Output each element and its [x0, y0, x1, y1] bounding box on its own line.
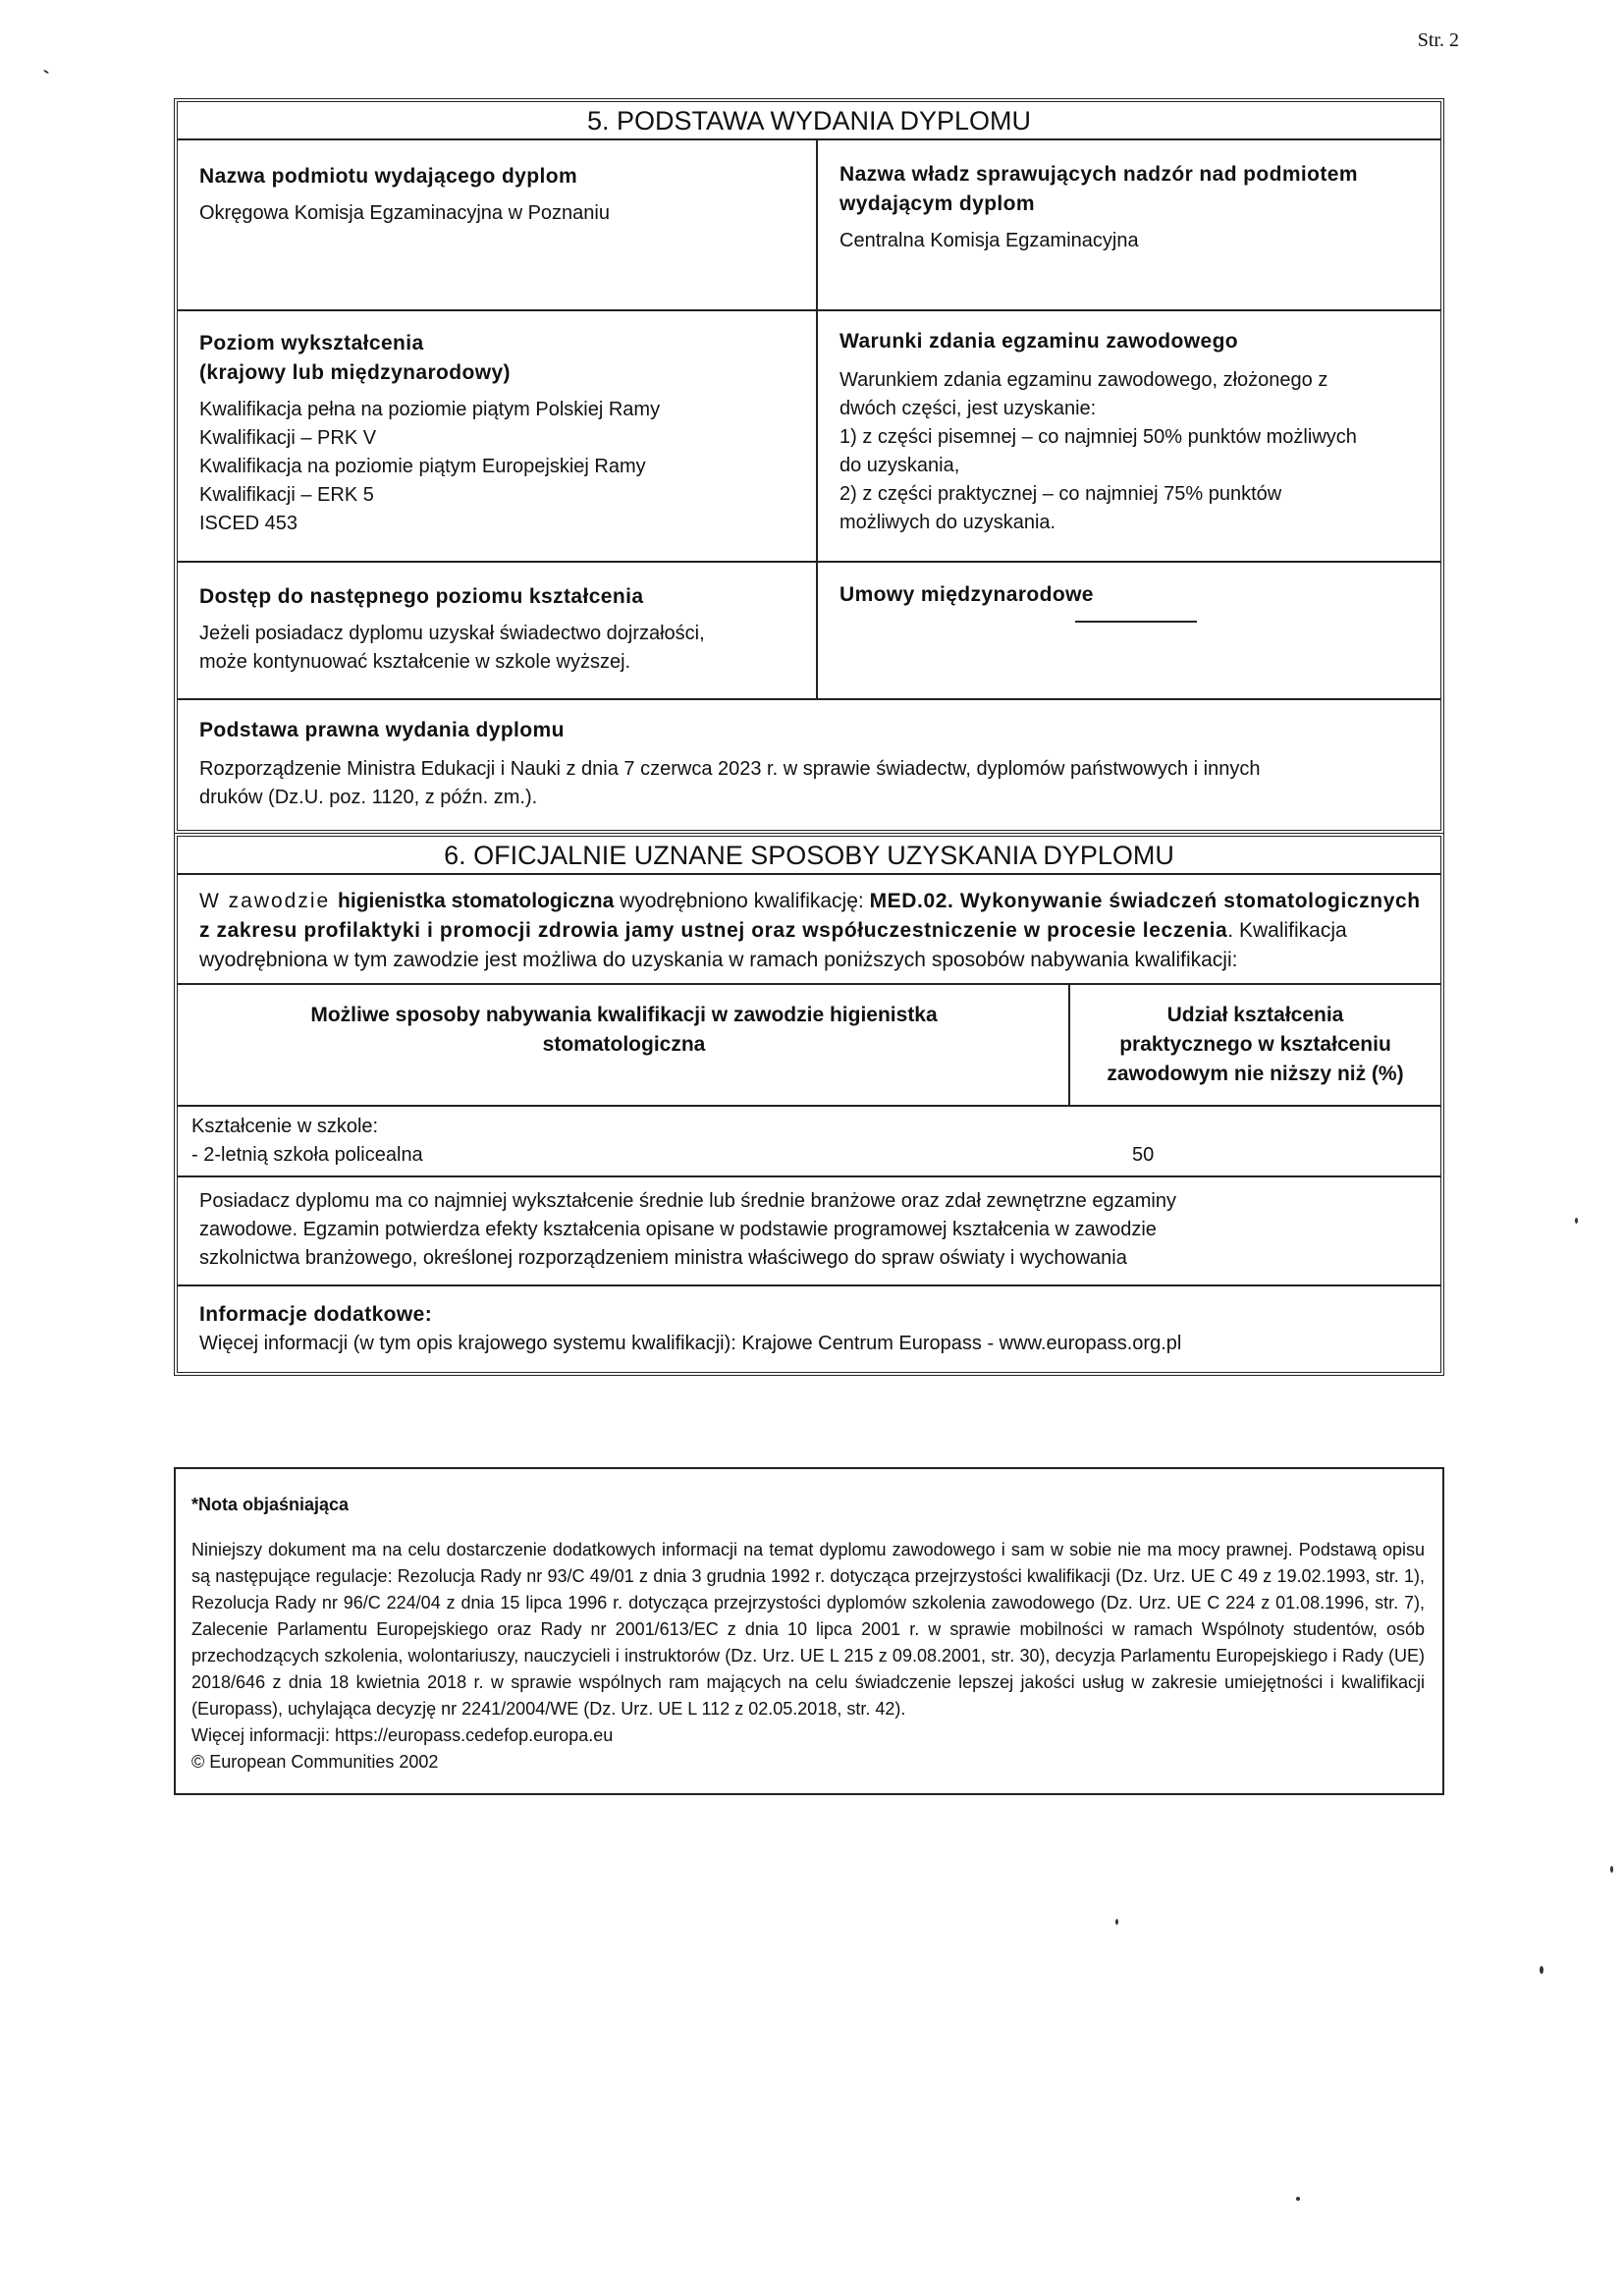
methods-header-col1 — [178, 985, 1070, 1105]
legal-basis-cell — [178, 700, 1440, 830]
school-label: Kształcenie w szkole: — [191, 1116, 379, 1137]
scan-speck — [1296, 2197, 1300, 2201]
level-line: Kwalifikacja na poziomie piątym Europejskiej Ramy — [199, 456, 646, 477]
section-6-title: 6. OFICJALNIE UZNANE SPOSOBY UZYSKANIA DYPLOMU — [178, 837, 1440, 875]
note-title: *Nota objaśniająca — [191, 1495, 350, 1514]
conditions-line: 1) z części pisemnej – co najmniej 50% punktów możliwych — [839, 426, 1357, 448]
conditions-line: Warunkiem zdania egzaminu zawodowego, złożonego z — [839, 369, 1328, 391]
scan-speck — [43, 70, 49, 75]
note-more-info: Więcej informacji: https://europass.cedefop.europa.eu — [191, 1725, 614, 1745]
legal-basis-line: druków (Dz.U. poz. 1120, z późn. zm.). — [199, 787, 538, 808]
holder-line: Posiadacz dyplomu ma co najmniej wykształcenie średnie lub średnie branżowe oraz zdał zewnętrzne egzaminy — [199, 1190, 1176, 1212]
scan-speck — [1115, 1919, 1118, 1925]
header-text: Możliwe sposoby nabywania kwalifikacji w zawodzie higienistka — [310, 1004, 938, 1026]
legal-basis-line: Rozporządzenie Ministra Edukacji i Nauki z dnia 7 czerwca 2023 r. w sprawie świadectw, dyplomów państwowych i innych — [199, 758, 1261, 780]
conditions-line: 2) z części praktycznej – co najmniej 75% punktów — [839, 483, 1282, 505]
holder-row — [178, 1177, 1440, 1286]
section-5-title: 5. PODSTAWA WYDANIA DYPLOMU — [178, 102, 1440, 140]
agreements-cell — [818, 563, 1440, 698]
holder-line: szkolnictwa branżowego, określonej rozporządzeniem ministra właściwego do spraw oświaty i wychowania — [199, 1247, 1127, 1269]
intro-text: . Kwalifikacja wyodrębniona w tym zawodzie jest możliwa do uzyskania w ramach poniższych sposobów nabywania kwalifikacji: — [199, 919, 1347, 971]
supervisor-cell — [818, 140, 1440, 309]
issuer-cell — [178, 140, 818, 309]
qualification-name: MED.02. Wykonywanie świadczeń stomatologicznych z zakresu profilaktyki i promocji zdrowia jamy ustnej oraz współuczestniczenie w procesie leczenia — [199, 890, 1421, 942]
additional-row — [178, 1286, 1440, 1372]
issuer-value: Okręgowa Komisja Egzaminacyjna w Poznaniu — [199, 202, 610, 224]
access-line: może kontynuować kształcenie w szkole wyższej. — [199, 651, 631, 673]
explanatory-note-box — [174, 1467, 1444, 1795]
agreements-heading: Umowy międzynarodowe — [839, 583, 1094, 606]
access-line: Jeżeli posiadacz dyplomu uzyskał świadectwo dojrzałości, — [199, 623, 705, 644]
supervisor-value: Centralna Komisja Egzaminacyjna — [839, 230, 1139, 251]
level-line: Kwalifikacja pełna na poziomie piątym Polskiej Ramy — [199, 399, 661, 420]
conditions-line: możliwych do uzyskania. — [839, 512, 1056, 533]
conditions-line: do uzyskania, — [839, 455, 960, 476]
intro-row — [178, 875, 1440, 985]
profession-name: higienistka stomatologiczna — [338, 890, 615, 912]
agreements-empty-line — [1075, 621, 1197, 623]
legal-basis-row — [178, 700, 1440, 830]
practical-share: 50 — [1132, 1144, 1155, 1166]
conditions-heading: Warunki zdania egzaminu zawodowego — [839, 330, 1239, 353]
school-row — [178, 1107, 1440, 1177]
holder-cell — [178, 1177, 1440, 1284]
scan-speck — [1575, 1218, 1578, 1224]
school-cell — [178, 1107, 1440, 1175]
legal-basis-heading: Podstawa prawna wydania dyplomu — [199, 719, 565, 741]
issuer-row — [178, 140, 1440, 311]
school-type: - 2-letnią szkoła policealna — [191, 1144, 423, 1166]
header-text: zawodowym nie niższy niż (%) — [1107, 1063, 1404, 1085]
header-text: Udział kształcenia — [1166, 1004, 1344, 1026]
level-heading: Poziom wykształcenia — [199, 332, 424, 355]
intro-text: W zawodzie — [199, 890, 339, 912]
access-row — [178, 563, 1440, 700]
additional-text: Więcej informacji (w tym opis krajowego systemu kwalifikacji): Krajowe Centrum Europass - www.europass.org.pl — [199, 1333, 1182, 1354]
conditions-line: dwóch części, jest uzyskanie: — [839, 398, 1097, 419]
methods-table-header — [178, 985, 1440, 1107]
page-number: Str. 2 — [1417, 29, 1459, 51]
note-copyright: © European Communities 2002 — [191, 1752, 439, 1772]
intro-text: wyodrębniono kwalifikację: — [614, 890, 870, 912]
issuer-heading: Nazwa podmiotu wydającego dyplom — [199, 165, 578, 188]
qualification-intro — [178, 875, 1440, 983]
access-heading: Dostęp do następnego poziomu kształcenia — [199, 585, 644, 608]
level-subheading: (krajowy lub międzynarodowy) — [199, 361, 511, 384]
access-cell — [178, 563, 818, 698]
level-row — [178, 311, 1440, 563]
level-line: Kwalifikacji – PRK V — [199, 427, 377, 449]
supervisor-heading: Nazwa władz sprawujących nadzór nad podmiotem wydającym dyplom — [839, 163, 1358, 215]
scan-speck — [1540, 1966, 1543, 1974]
holder-line: zawodowe. Egzamin potwierdza efekty kształcenia opisane w podstawie programowej kształcenia w zawodzie — [199, 1219, 1157, 1240]
conditions-cell — [818, 311, 1440, 561]
level-cell — [178, 311, 818, 561]
note-text: Niniejszy dokument ma na celu dostarczenie dodatkowych informacji na temat dyplomu zawodowego i sam w sobie nie ma mocy prawnej. Podstawą opisu są następujące regulacje: Rezolucja Rady nr 93/C 49/01 z dnia 3 grudnia 1992 r. dotycząca przejrzystości kwalifikacji (Dz. Urz. UE C 49 z 19.02.1993, str. 1), Rezolucja Rady nr 96/C 224/04 z dnia 15 lipca 1996 r. dotycząca przejrzystości dyplomów szkolenia zawodowego (Dz. Urz. UE C 224 z 01.08.1996, str. 7), Zalecenie Parlamentu Europejskiego oraz Rady nr 2001/613/EC z dnia 10 lipca 2001 r. w sprawie mobilności w ramach Wspólnoty studentów, osób przechodzących szkolenia, wolontariuszy, nauczycieli i instruktorów (Dz. Urz. UE L 215 z 09.08.2001, str. 30), decyzja Parlamentu Europejskiego i Rady (UE) 2018/646 z dnia 18 kwietnia 2018 r. w sprawie wspólnych ram mających na celu świadczenie lepszej jakości usług w zakresie umiejętności i kwalifikacji (Europass), uchylająca decyzję nr 2241/2004/WE (Dz. Urz. UE L 112 z 02.05.2018, str. 42). — [191, 1540, 1425, 1719]
methods-header-col2 — [1070, 985, 1440, 1105]
header-text: stomatologiczna — [542, 1033, 706, 1056]
scan-speck — [1610, 1866, 1613, 1873]
header-text: praktycznego w kształceniu — [1119, 1033, 1391, 1056]
level-line: ISCED 453 — [199, 513, 298, 534]
level-line: Kwalifikacji – ERK 5 — [199, 484, 374, 506]
additional-cell — [178, 1286, 1440, 1372]
additional-heading: Informacje dodatkowe: — [199, 1303, 433, 1326]
section-5-box — [174, 98, 1444, 834]
section-6-box — [174, 833, 1444, 1376]
